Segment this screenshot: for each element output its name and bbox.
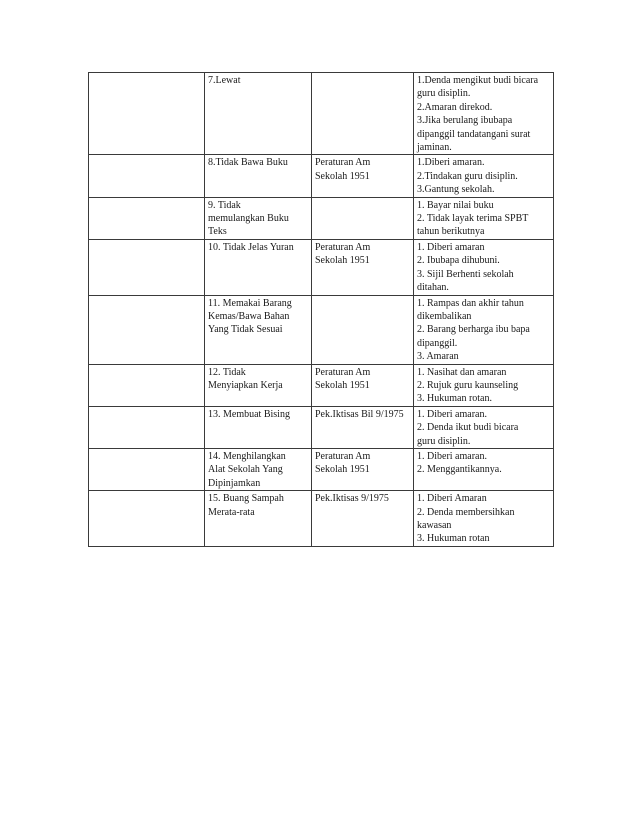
- blank-cell: [89, 197, 205, 239]
- offense-cell-line: Teks: [208, 226, 227, 238]
- action-cell-line: dipanggil tandatangani surat: [417, 128, 531, 140]
- action-cell-line: 2. Denda membersihkan: [417, 506, 515, 518]
- action-cell-line: 3. Hukuman rotan: [417, 533, 490, 545]
- offense-cell-line: 15. Buang Sampah: [208, 493, 284, 505]
- action-cell-line: 1. Rampas dan akhir tahun: [417, 297, 524, 309]
- action-cell: [414, 448, 554, 490]
- rule-cell-line: Sekolah 1951: [315, 170, 370, 182]
- action-cell-line: 1. Diberi amaran.: [417, 408, 487, 420]
- action-cell-line: 2. Rujuk guru kaunseling: [417, 379, 519, 391]
- action-cell-line: 2.Amaran direkod.: [417, 101, 493, 113]
- action-cell-line: 3.Jika berulang ibubapa: [417, 115, 513, 127]
- offense-cell-line: 10. Tidak Jelas Yuran: [208, 241, 294, 253]
- action-cell-line: ditahan.: [417, 282, 449, 294]
- rule-cell: [312, 448, 414, 490]
- discipline-table: [88, 72, 554, 547]
- rule-cell: [312, 364, 414, 406]
- offense-cell-line: 7.Lewat: [208, 75, 241, 86]
- offense-cell-line: Yang Tidak Sesuai: [208, 324, 283, 336]
- rule-cell-line: Peraturan Am: [315, 366, 371, 378]
- blank-cell: [89, 406, 205, 448]
- action-cell-line: 2. Ibubapa dihubuni.: [417, 255, 500, 267]
- action-cell-line: dikembalikan: [417, 310, 472, 322]
- action-cell-line: tahun berikutnya: [417, 226, 485, 238]
- rule-cell: [312, 73, 414, 155]
- action-cell: [414, 491, 554, 547]
- action-cell-line: kawasan: [417, 520, 452, 531]
- action-cell-line: 1. Diberi amaran: [417, 241, 485, 253]
- action-cell-line: 2. Denda ikut budi bicara: [417, 422, 519, 434]
- action-cell-line: 2. Tidak layak terima SPBT: [417, 213, 529, 225]
- rule-cell-line: Pek.Iktisas Bil 9/1975: [315, 408, 404, 420]
- action-cell-line: 3. Amaran: [417, 351, 459, 363]
- offense-cell-line: 13. Membuat Bising: [208, 408, 290, 420]
- action-cell-line: guru disiplin.: [417, 435, 471, 447]
- action-cell-line: jaminan.: [417, 142, 452, 154]
- rule-cell: [312, 197, 414, 239]
- rule-cell-line: Pek.Iktisas 9/1975: [315, 493, 389, 505]
- action-cell: [414, 364, 554, 406]
- table-row: [89, 197, 554, 239]
- action-cell: [414, 295, 554, 364]
- table-row: [89, 295, 554, 364]
- table-row: [89, 448, 554, 490]
- offense-cell-line: Alat Sekolah Yang: [208, 464, 283, 476]
- blank-cell: [89, 73, 205, 155]
- action-cell-line: 1. Nasihat dan amaran: [417, 366, 507, 378]
- offense-cell: [205, 448, 312, 490]
- rule-cell: [312, 491, 414, 547]
- rule-cell-line: Sekolah 1951: [315, 255, 370, 267]
- rule-cell: [312, 406, 414, 448]
- rule-cell-line: Sekolah 1951: [315, 464, 370, 476]
- offense-cell: [205, 364, 312, 406]
- action-cell-line: 2. Menggantikannya.: [417, 464, 502, 476]
- action-cell-line: 3. Hukuman rotan.: [417, 393, 492, 405]
- action-cell-line: dipanggil.: [417, 337, 458, 349]
- action-cell-line: 1.Denda mengikut budi bicara: [417, 75, 539, 86]
- table-row: [89, 155, 554, 197]
- table-body: [89, 73, 554, 547]
- action-cell: [414, 73, 554, 155]
- rule-cell: [312, 295, 414, 364]
- offense-cell-line: Menyiapkan Kerja: [208, 379, 283, 391]
- blank-cell: [89, 239, 205, 295]
- offense-cell-line: 14. Menghilangkan: [208, 450, 286, 462]
- rule-cell-line: Peraturan Am: [315, 157, 371, 169]
- table-row: [89, 491, 554, 547]
- blank-cell: [89, 364, 205, 406]
- offense-cell: [205, 197, 312, 239]
- action-cell-line: 1. Bayar nilai buku: [417, 199, 494, 211]
- offense-cell: [205, 406, 312, 448]
- table-row: [89, 239, 554, 295]
- action-cell-line: 2. Barang berharga ibu bapa: [417, 324, 530, 336]
- offense-cell-line: 9. Tidak: [208, 199, 241, 211]
- blank-cell: [89, 448, 205, 490]
- offense-cell-line: Dipinjamkan: [208, 477, 261, 489]
- rule-cell: [312, 239, 414, 295]
- offense-cell: [205, 155, 312, 197]
- action-cell-line: 1.Diberi amaran.: [417, 157, 485, 169]
- rule-cell: [312, 155, 414, 197]
- table-row: [89, 73, 554, 155]
- action-cell-line: 3. Sijil Berhenti sekolah: [417, 268, 514, 280]
- table-row: [89, 406, 554, 448]
- offense-cell: [205, 239, 312, 295]
- action-cell-line: 1. Diberi amaran.: [417, 450, 487, 462]
- offense-cell: [205, 295, 312, 364]
- blank-cell: [89, 295, 205, 364]
- offense-cell-line: Kemas/Bawa Bahan: [208, 310, 290, 322]
- table-row: [89, 364, 554, 406]
- rule-cell-line: Sekolah 1951: [315, 379, 370, 391]
- action-cell-line: 1. Diberi Amaran: [417, 493, 487, 505]
- action-cell: [414, 155, 554, 197]
- action-cell-line: 2.Tindakan guru disiplin.: [417, 170, 518, 182]
- action-cell: [414, 406, 554, 448]
- blank-cell: [89, 155, 205, 197]
- offense-cell: [205, 491, 312, 547]
- action-cell-line: 3.Gantung sekolah.: [417, 184, 495, 196]
- action-cell: [414, 239, 554, 295]
- action-cell: [414, 197, 554, 239]
- rule-cell-line: Peraturan Am: [315, 241, 371, 253]
- offense-cell-line: memulangkan Buku: [208, 213, 289, 225]
- blank-cell: [89, 491, 205, 547]
- rule-cell-line: Peraturan Am: [315, 450, 371, 462]
- offense-cell-line: 11. Memakai Barang: [208, 297, 292, 309]
- offense-cell-line: Merata-rata: [208, 506, 255, 518]
- action-cell-line: guru disiplin.: [417, 88, 471, 100]
- offense-cell-line: 8.Tidak Bawa Buku: [208, 157, 288, 169]
- offense-cell: [205, 73, 312, 155]
- offense-cell-line: 12. Tidak: [208, 366, 246, 378]
